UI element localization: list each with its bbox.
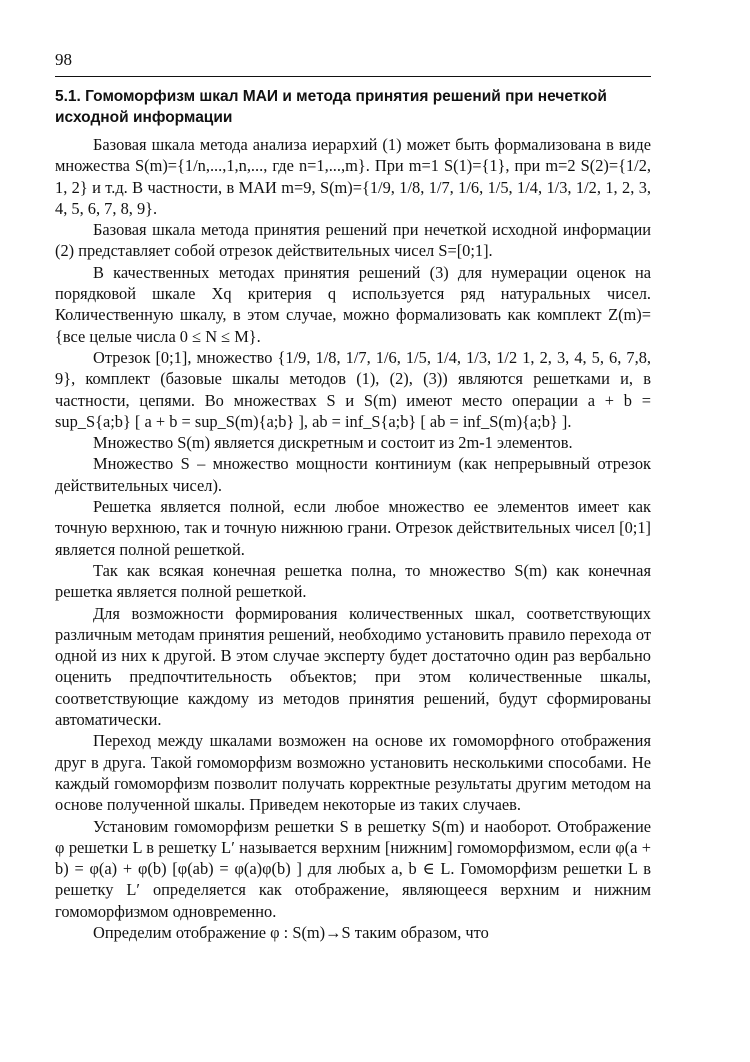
section-title: 5.1. Гомоморфизм шкал МАИ и метода принятия решений при нечеткой исходной информации <box>55 88 607 126</box>
paragraph: Множество S(m) является дискретным и состоит из 2m-1 элементов. <box>93 433 573 453</box>
paragraph: Решетка является полной, если любое множество ее элементов имеет как точную верхнюю, так и точную нижнюю грани. Отрезок действительных чисел [0;1] является полной решеткой. <box>55 497 651 559</box>
header-rule <box>55 76 651 77</box>
paragraph: В качественных методах принятия решений (3) для нумерации оценок на порядковой шкале Xq критерия q используется ряд натуральных чисел. Количественную шкалу, в этом случае, можно формализовать как комплект Z(m)={все целые числа 0 ≤ N ≤ M}. <box>55 262 651 346</box>
page-number: 98 <box>55 50 72 69</box>
paragraph: Множество S – множество мощности континиум (как непрерывный отрезок действительных чисел). <box>55 454 651 495</box>
paragraph: Базовая шкала метода анализа иерархий (1) может быть формализована в виде множества S(m)={1/n,...,1,n,..., где n=1,...,m}. При m=1 S(1)={1}, при m=2 S(2)={1/2, 1, 2} и т.д. В частности, в МАИ m=9, S(m)={1/9, 1/8, 1/7, 1/6, 1/5, 1/4, 1/3, 1/2, 1, 2, 3, 4, 5, 6, 7, 8, 9}. <box>55 135 651 218</box>
paragraph: Определим отображение φ : S(m)→S таким образом, что <box>93 922 489 942</box>
paragraph: Для возможности формирования количественных шкал, соответствующих различным методам принятия решений, необходимо установить правило перехода от одной из них к другой. В этом случае эксперту будет достаточно один раз вербально оценить предпочтительность объектов; при этом количественные шкалы, соответствующие каждому из методов принятия решений, будут сформированы автоматически. <box>55 603 651 730</box>
page-content <box>55 86 651 943</box>
paragraph: Установим гомоморфизм решетки S в решетку S(m) и наоборот. Отображение φ решетки L в решетку L′ называется верхним [нижним] гомоморфизмом, если φ(a + b) = φ(a) + φ(b) [φ(ab) = φ(a)φ(b) ] для любых a, b ∈ L. Гомоморфизм решетки L в решетку L′ определяется как отображение, являющееся верхним и нижним гомоморфизмом одновременно. <box>55 816 651 921</box>
paragraph: Переход между шкалами возможен на основе их гомоморфного отображения друг в друга. Такой гомоморфизм возможно установить несколькими способами. Не каждый гомоморфизм позволит получать корректные результаты другим методом на основе полученной шкалы. Приведем некоторые из таких случаев. <box>55 731 651 815</box>
paragraph: Так как всякая конечная решетка полна, то множество S(m) как конечная решетка является полной решеткой. <box>55 560 651 602</box>
paragraph: Отрезок [0;1], множество {1/9, 1/8, 1/7, 1/6, 1/5, 1/4, 1/3, 1/2 1, 2, 3, 4, 5, 6, 7,8, 9}, комплект (базовые шкалы методов (1), (2), (3)) являются решетками и, в частности, цепями. Во множествах S и S(m) имеют место операции a + b = sup_S{a;b} [ a + b = sup_S(m){a;b} ], ab = inf_S{a;b} [ ab = inf_S(m){a;b} ]. <box>55 347 651 431</box>
paragraph: Базовая шкала метода принятия решений при нечеткой исходной информации (2) представляет собой отрезок действительных чисел S=[0;1]. <box>55 220 651 261</box>
